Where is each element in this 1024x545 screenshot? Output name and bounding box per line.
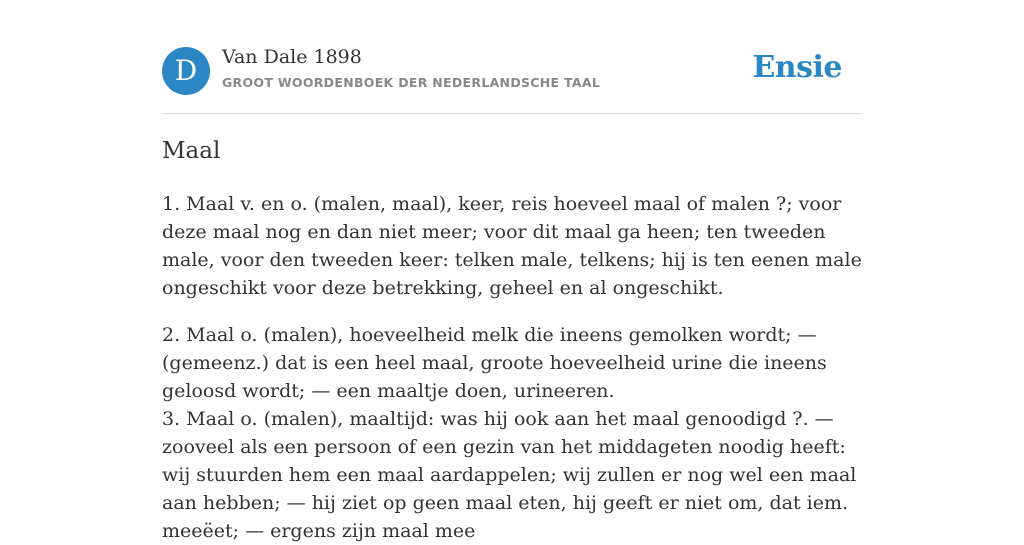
source-title[interactable]: Van Dale 1898 [222,46,362,68]
brand-logo-link[interactable]: Ensie [752,50,842,85]
entry-body [162,190,864,545]
source-subtitle: GROOT WOORDENBOEK DER NEDERLANDSCHE TAAL [222,75,601,90]
dictionary-logo-icon[interactable]: D [162,47,210,95]
definition-paragraph-3: 3. Maal o. (malen), maaltijd: was hij ook aan het maal genoodigd ?. — zooveel als een persoon of een gezin van het middageten noodig heeft: wij stuurden hem een maal aardappelen; wij zullen er nog wel een maal aan hebben; — hij ziet op geen maal eten, hij geeft er niet om, dat iem. meeëet; — ergens zijn maal mee [162,408,857,542]
entry-headword: Maal [162,138,221,164]
definition-paragraph-2: 2. Maal o. (malen), hoeveelheid melk die ineens gemolken wordt; — (gemeenz.) dat is een heel maal, groote hoeveelheid urine die ineens geloosd wordt; — een maaltje doen, urineeren. [162,324,827,402]
header [162,0,862,114]
definition-paragraph-1: 1. Maal v. en o. (malen, maal), keer, reis hoeveel maal of malen ?; voor deze maal nog en dan niet meer; voor dit maal ga heen; ten tweeden male, voor den tweeden keer: telken male, telkens; hij is ten eenen male ongeschikt voor deze betrekking, geheel en al ongeschikt. [162,193,862,299]
page [162,0,862,542]
